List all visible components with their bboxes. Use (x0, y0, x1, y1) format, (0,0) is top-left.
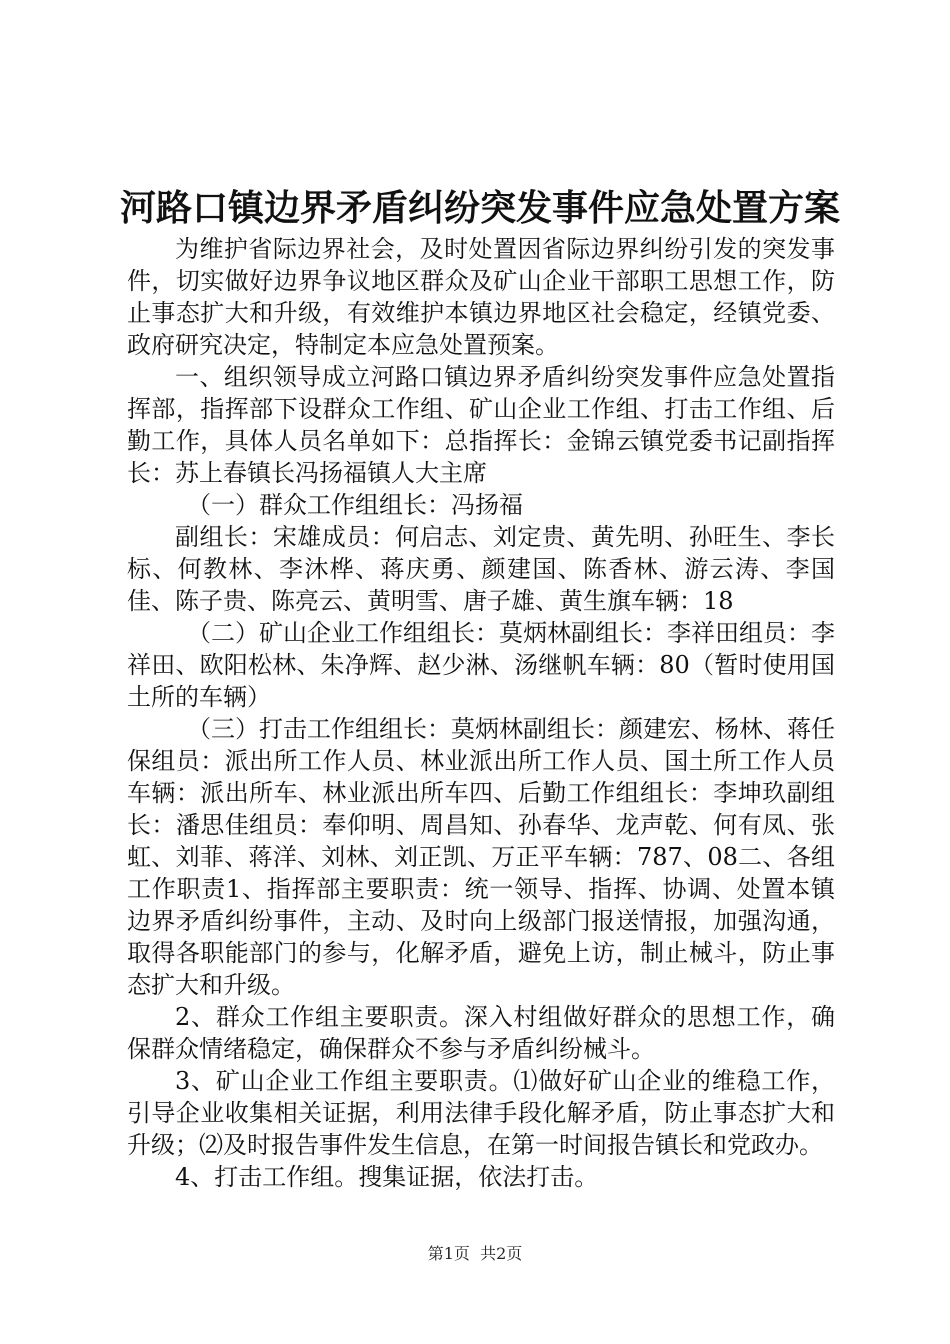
page-footer (0, 1243, 950, 1265)
paragraph-group-masses-members: 副组长：宋雄成员：何启志、刘定贵、黄先明、孙旺生、李长标、何教林、李沐桦、蒋庆勇、颜建国、陈香林、游云涛、李国佳、陈子贵、陈亮云、黄明雪、唐子雄、黄生旗车辆：18 (127, 523, 835, 615)
document-title: 河路口镇边界矛盾纠纷突发事件应急处置方案 (120, 188, 841, 229)
paragraph-group-mining: （二）矿山企业工作组组长：莫炳林副组长：李祥田组员：李祥田、欧阳松林、朱净辉、赵少淋、汤继帆车辆：80（暂时使用国土所的车辆） (127, 619, 835, 711)
paragraph-duty-crackdown: 4、打击工作组。搜集证据，依法打击。 (175, 1163, 599, 1191)
paragraph-intro: 为维护省际边界社会，及时处置因省际边界纠纷引发的突发事件，切实做好边界争议地区群众及矿山企业干部职工思想工作，防止事态扩大和升级，有效维护本镇边界地区社会稳定，经镇党委、政府研究决定，特制定本应急处置预案。 (127, 235, 835, 359)
paragraph-organization: 一、组织领导成立河路口镇边界矛盾纠纷突发事件应急处置指挥部，指挥部下设群众工作组、矿山企业工作组、打击工作组、后勤工作，具体人员名单如下：总指挥长：金锦云镇党委书记副指挥长：苏上春镇长冯扬福镇人大主席 (127, 363, 835, 487)
paragraph-group-crackdown-logistics: （三）打击工作组组长：莫炳林副组长：颜建宏、杨林、蒋任保组员：派出所工作人员、林业派出所工作人员、国土所工作人员车辆：派出所车、林业派出所车四、后勤工作组组长：李坤玖副组长：潘思佳组员：奉仰明、周昌知、孙春华、龙声乾、何有凤、张虹、刘菲、蒋洋、刘林、刘正凯、万正平车辆：787、08二、各组工作职责1、指挥部主要职责：统一领导、指挥、协调、处置本镇边界矛盾纠纷事件，主动、及时向上级部门报送情报，加强沟通，取得各职能部门的参与，化解矛盾，避免上访，制止械斗，防止事态扩大和升级。 (127, 715, 835, 999)
page-number-label: 第1页 共2页 (427, 1244, 523, 1263)
paragraph-duty-masses: 2、群众工作组主要职责。深入村组做好群众的思想工作，确保群众情绪稳定，确保群众不参与矛盾纠纷械斗。 (127, 1003, 835, 1063)
paragraph-group-masses-leader: （一）群众工作组组长：冯扬福 (187, 491, 523, 519)
paragraph-duty-mining: 3、矿山企业工作组主要职责。⑴做好矿山企业的维稳工作，引导企业收集相关证据，利用法律手段化解矛盾，防止事态扩大和升级；⑵及时报告事件发生信息，在第一时间报告镇长和党政办。 (127, 1067, 835, 1159)
document-body (127, 233, 835, 1193)
